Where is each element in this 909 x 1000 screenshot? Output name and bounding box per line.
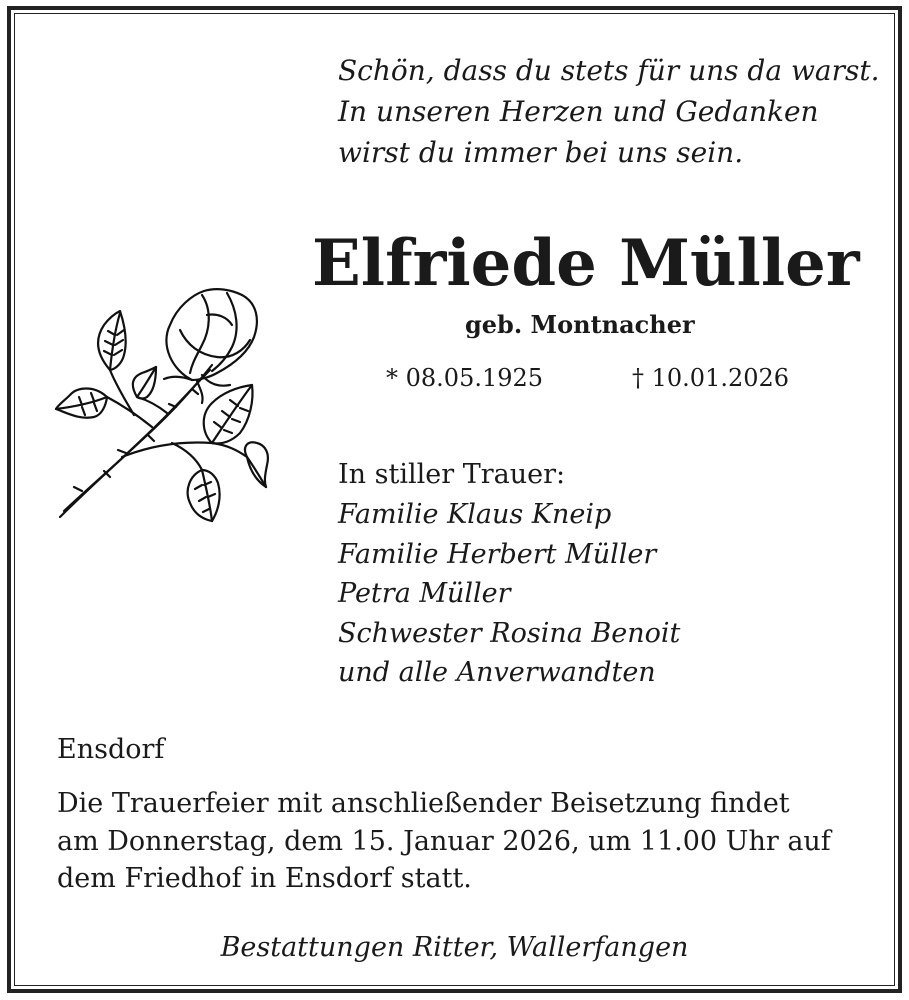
mourner-item: Familie Klaus Kneip xyxy=(338,499,612,530)
mourner-item: Petra Müller xyxy=(338,578,511,609)
mourner-item: Schwester Rosina Benoit xyxy=(338,617,681,649)
birth-date: * 08.05.1925 xyxy=(386,364,544,392)
quote-line: In unseren Herzen und Gedanken xyxy=(338,95,819,128)
mourners-heading: In stiller Trauer: xyxy=(338,459,566,490)
maiden-name: geb. Montnacher xyxy=(465,310,695,339)
mourner-item: und alle Anverwandten xyxy=(338,657,656,688)
quote-line: wirst du immer bei uns sein. xyxy=(338,136,744,169)
notice-line: Die Trauerfeier mit anschließender Beisetzung findet xyxy=(57,788,790,819)
death-date: † 10.01.2026 xyxy=(632,364,790,392)
deceased-name: Elfriede Müller xyxy=(312,226,860,301)
memorial-quote xyxy=(338,50,880,173)
mourners-list xyxy=(338,495,680,693)
place-name: Ensdorf xyxy=(57,734,165,765)
quote-line: Schön, dass du stets für uns da warst. xyxy=(338,54,880,87)
notice-line: dem Friedhof in Ensdorf statt. xyxy=(57,863,472,894)
funeral-notice xyxy=(57,785,831,898)
mourner-item: Familie Herbert Müller xyxy=(338,538,657,570)
rose-icon xyxy=(52,285,270,523)
funeral-home: Bestattungen Ritter, Wallerfangen xyxy=(220,932,689,963)
notice-line: am Donnerstag, dem 15. Januar 2026, um 11.00 Uhr auf xyxy=(57,825,831,857)
